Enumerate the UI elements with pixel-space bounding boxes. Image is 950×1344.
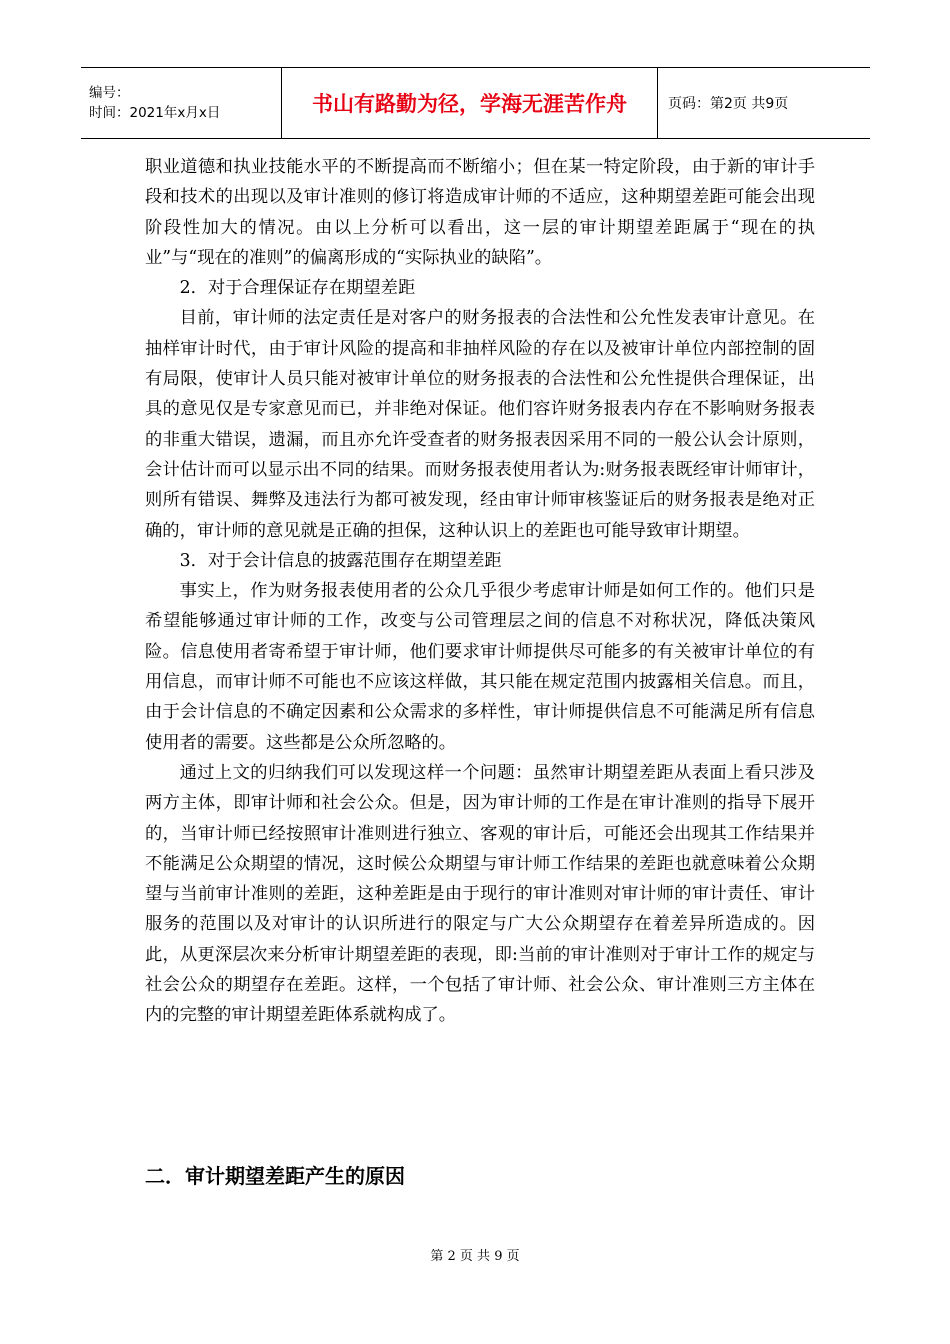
page-footer: 第 2 页 共 9 页 <box>430 1249 520 1264</box>
document-body <box>145 152 815 1031</box>
header-meta <box>81 68 281 138</box>
page-header <box>81 67 870 139</box>
date-label: 时间：2021年x月x日 <box>89 105 221 121</box>
number-label: 编号： <box>89 85 130 101</box>
header-page-code: 页码：第2页 共9页 <box>668 96 789 112</box>
header-motto: 书山有路勤为径，学海无涯苦作舟 <box>281 68 658 138</box>
paragraph-disclosure-scope: 事实上，作为财务报表使用者的公众几乎很少考虑审计师是如何工作的。他们只是希望能够通过审计师的工作，改变与公司管理层之间的信息不对称状况，降低决策风险。信息使用者寄希望于审计师，他们要求审计师提供尽可能多的有关被审计单位的有用信息，而审计师不可能也不应该这样做，其只能在规定范围内披露相关信息。而且，由于会计信息的不确定因素和公众需求的多样性，审计师提供信息不可能满足所有信息使用者的需要。这些都是公众所忽略的。 <box>145 581 815 753</box>
subheading-disclosure-scope: 3．对于会计信息的披露范围存在期望差距 <box>179 550 502 571</box>
section-heading: 二．审计期望差距产生的原因 <box>145 1164 405 1188</box>
paragraph-continuation: 职业道德和执业技能水平的不断提高而不断缩小；但在某一特定阶段，由于新的审计手段和技术的出现以及审计准则的修订将造成审计师的不适应，这种期望差距可能会出现阶段性加大的情况。由以上分析可以看出，这一层的审计期望差距属于“现在的执业”与“现在的准则”的偏离形成的“实际执业的缺陷”。 <box>145 157 815 268</box>
paragraph-summary: 通过上文的归纳我们可以发现这样一个问题：虽然审计期望差距从表面上看只涉及两方主体，即审计师和社会公众。但是，因为审计师的工作是在审计准则的指导下展开的，当审计师已经按照审计准则进行独立、客观的审计后，可能还会出现其工作结果并不能满足公众期望的情况，这时候公众期望与审计师工作结果的差距也就意味着公众期望与当前审计准则的差距，这种差距是由于现行的审计准则对审计师的审计责任、审计服务的范围以及对审计的认识所进行的限定与广大公众期望存在着差异所造成的。因此，从更深层次来分析审计期望差距的表现，即:当前的审计准则对于审计工作的规定与社会公众的期望存在差距。这样，一个包括了审计师、社会公众、审计准则三方主体在内的完整的审计期望差距体系就构成了。 <box>145 762 815 1026</box>
paragraph-reasonable-assurance: 目前，审计师的法定责任是对客户的财务报表的合法性和公允性发表审计意见。在抽样审计时代，由于审计风险的提高和非抽样风险的存在以及被审计单位内部控制的固有局限，使审计人员只能对被审计单位的财务报表的合法性和公允性提供合理保证，出具的意见仅是专家意见而已，并非绝对保证。他们容许财务报表内存在不影响财务报表的非重大错误，遗漏，而且亦允许受查者的财务报表因采用不同的一般公认会计原则，会计估计而可以显示出不同的结果。而财务报表使用者认为:财务报表既经审计师审计，则所有错误、舞弊及违法行为都可被发现，经由审计师审核鉴证后的财务报表是绝对正确的，审计师的意见就是正确的担保，这种认识上的差距也可能导致审计期望。 <box>145 308 815 541</box>
subheading-reasonable-assurance: 2．对于合理保证存在期望差距 <box>179 278 416 299</box>
